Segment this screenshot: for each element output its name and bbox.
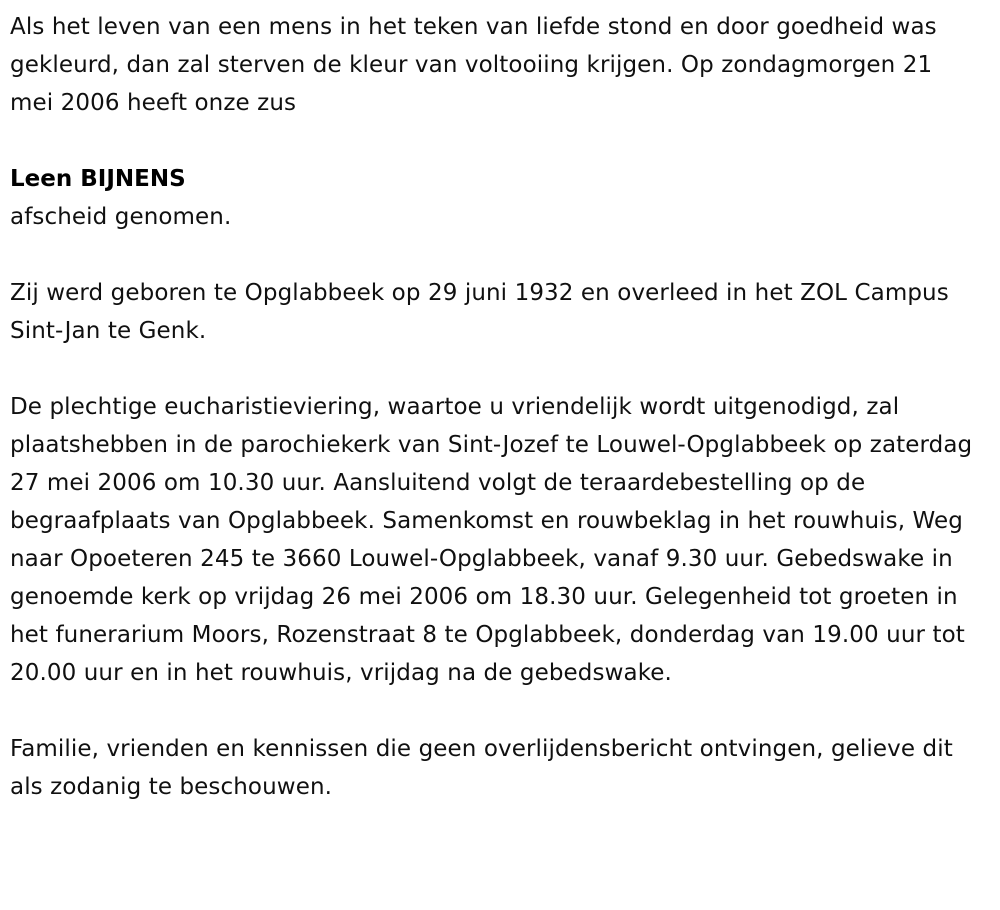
intro-paragraph: Als het leven van een mens in het teken van liefde stond en door goedheid was gekleurd, dan zal sterven de kleur van voltooiing krijgen. Op zondagmorgen 21 mei 2006 heeft onze zus — [10, 14, 937, 116]
deceased-name: Leen BIJNENS — [10, 166, 186, 192]
closing-note-paragraph: Familie, vrienden en kennissen die geen overlijdensbericht ontvingen, gelieve dit als zodanig te beschouwen. — [10, 736, 953, 800]
service-details-paragraph: De plechtige eucharistieviering, waartoe u vriendelijk wordt uitgenodigd, zal plaatshebben in de parochiekerk van Sint-Jozef te Louwel-Opglabbeek op zaterdag 27 mei 2006 om 10.30 uur. Aansluitend volgt de teraardebestelling op de begraafplaats van Opglabbeek. Samenkomst en rouwbeklag in het rouwhuis, Weg naar Opoeteren 245 te 3660 Louwel-Opglabbeek, vanaf 9.30 uur. Gebedswake in genoemde kerk op vrijdag 26 mei 2006 om 18.30 uur. Gelegenheid tot groeten in het funerarium Moors, Rozenstraat 8 te Opglabbeek, donderdag van 19.00 uur tot 20.00 uur en in het rouwhuis, vrijdag na de gebedswake. — [10, 394, 973, 686]
farewell-paragraph: afscheid genomen. — [10, 204, 232, 230]
birth-death-paragraph: Zij werd geboren te Opglabbeek op 29 juni 1932 en overleed in het ZOL Campus Sint-Jan te Genk. — [10, 280, 949, 344]
